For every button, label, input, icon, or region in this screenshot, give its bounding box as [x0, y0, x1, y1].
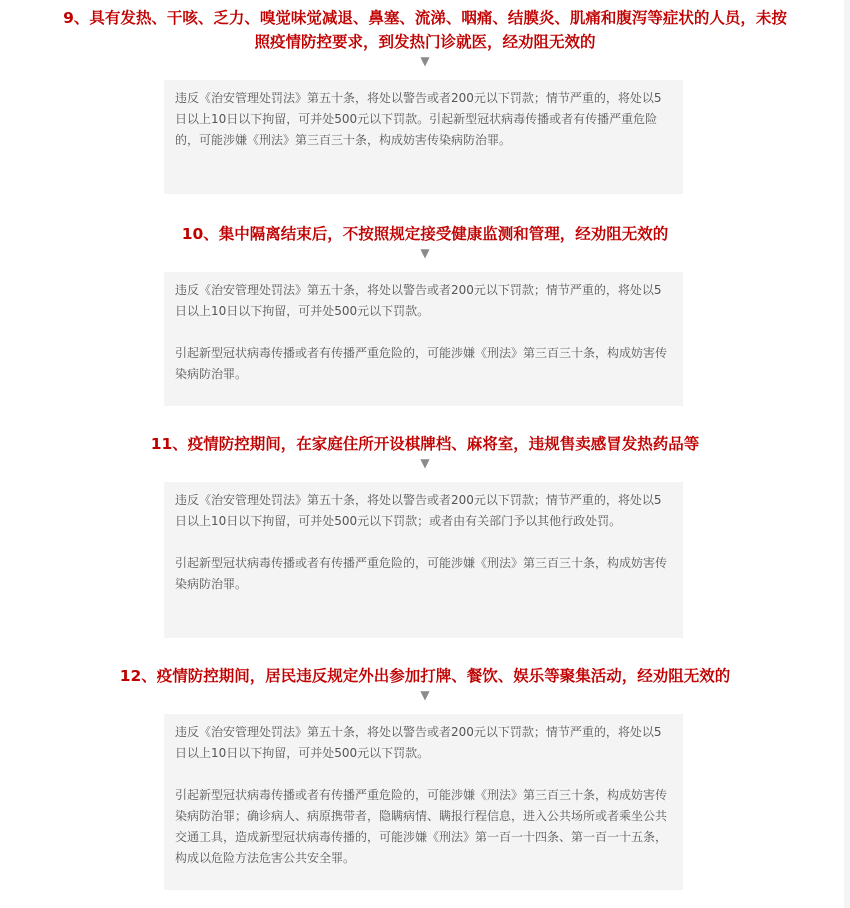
penalty-paragraph: 引起新型冠状病毒传播或者有传播严重危险的，可能涉嫌《刑法》第三百三十条，构成妨害传染病防治罪。 — [175, 346, 668, 381]
down-arrow-icon: ▼ — [420, 456, 430, 470]
penalty-box — [164, 714, 683, 890]
section-heading: 10、集中隔离结束后，不按照规定接受健康监测和管理，经劝阻无效的 — [181, 225, 669, 243]
penalty-paragraph: 引起新型冠状病毒传播或者有传播严重危险的，可能涉嫌《刑法》第三百三十条，构成妨害传染病防治罪。 — [175, 556, 668, 591]
section-heading: 9、具有发热、干咳、乏力、嗅觉味觉减退、鼻塞、流涕、咽痛、结膜炎、肌痛和腹泻等症状的人员，未按照疫情防控要求，到发热门诊就医，经劝阻无效的 — [63, 9, 787, 51]
penalty-paragraph: 违反《治安管理处罚法》第五十条，将处以警告或者200元以下罚款；情节严重的，将处以5日以上10日以下拘留，可并处500元以下罚款；或者由有关部门予以其他行政处罚。 — [175, 493, 662, 528]
down-arrow-icon: ▼ — [420, 54, 430, 68]
down-arrow-icon: ▼ — [420, 688, 430, 702]
penalty-box — [164, 482, 683, 638]
penalty-paragraph: 违反《治安管理处罚法》第五十条，将处以警告或者200元以下罚款；情节严重的，将处以5日以上10日以下拘留，可并处500元以下罚款。引起新型冠状病毒传播或者有传播严重危险的，可能涉嫌《刑法》第三百三十条，构成妨害传染病防治罪。 — [175, 91, 662, 147]
section-12 — [0, 664, 850, 702]
penalty-paragraph: 违反《治安管理处罚法》第五十条，将处以警告或者200元以下罚款；情节严重的，将处以5日以上10日以下拘留，可并处500元以下罚款。 — [175, 725, 662, 760]
penalty-box — [164, 272, 683, 406]
section-9 — [0, 6, 850, 68]
section-10 — [0, 222, 850, 260]
section-11 — [0, 432, 850, 470]
section-heading: 11、疫情防控期间，在家庭住所开设棋牌档、麻将室，违规售卖感冒发热药品等 — [150, 435, 700, 453]
section-heading: 12、疫情防控期间，居民违反规定外出参加打牌、餐饮、娱乐等聚集活动，经劝阻无效的 — [119, 667, 731, 685]
down-arrow-icon: ▼ — [420, 246, 430, 260]
penalty-paragraph: 违反《治安管理处罚法》第五十条，将处以警告或者200元以下罚款；情节严重的，将处以5日以上10日以下拘留，可并处500元以下罚款。 — [175, 283, 662, 318]
penalty-paragraph: 引起新型冠状病毒传播或者有传播严重危险的，可能涉嫌《刑法》第三百三十条，构成妨害传染病防治罪；确诊病人、病原携带者，隐瞒病情、瞒报行程信息，进入公共场所或者乘坐公共交通工具，造成新型冠状病毒传播的，可能涉嫌《刑法》第一百一十四条、第一百一十五条，构成以危险方法危害公共安全罪。 — [175, 788, 668, 865]
penalty-box — [164, 80, 683, 194]
